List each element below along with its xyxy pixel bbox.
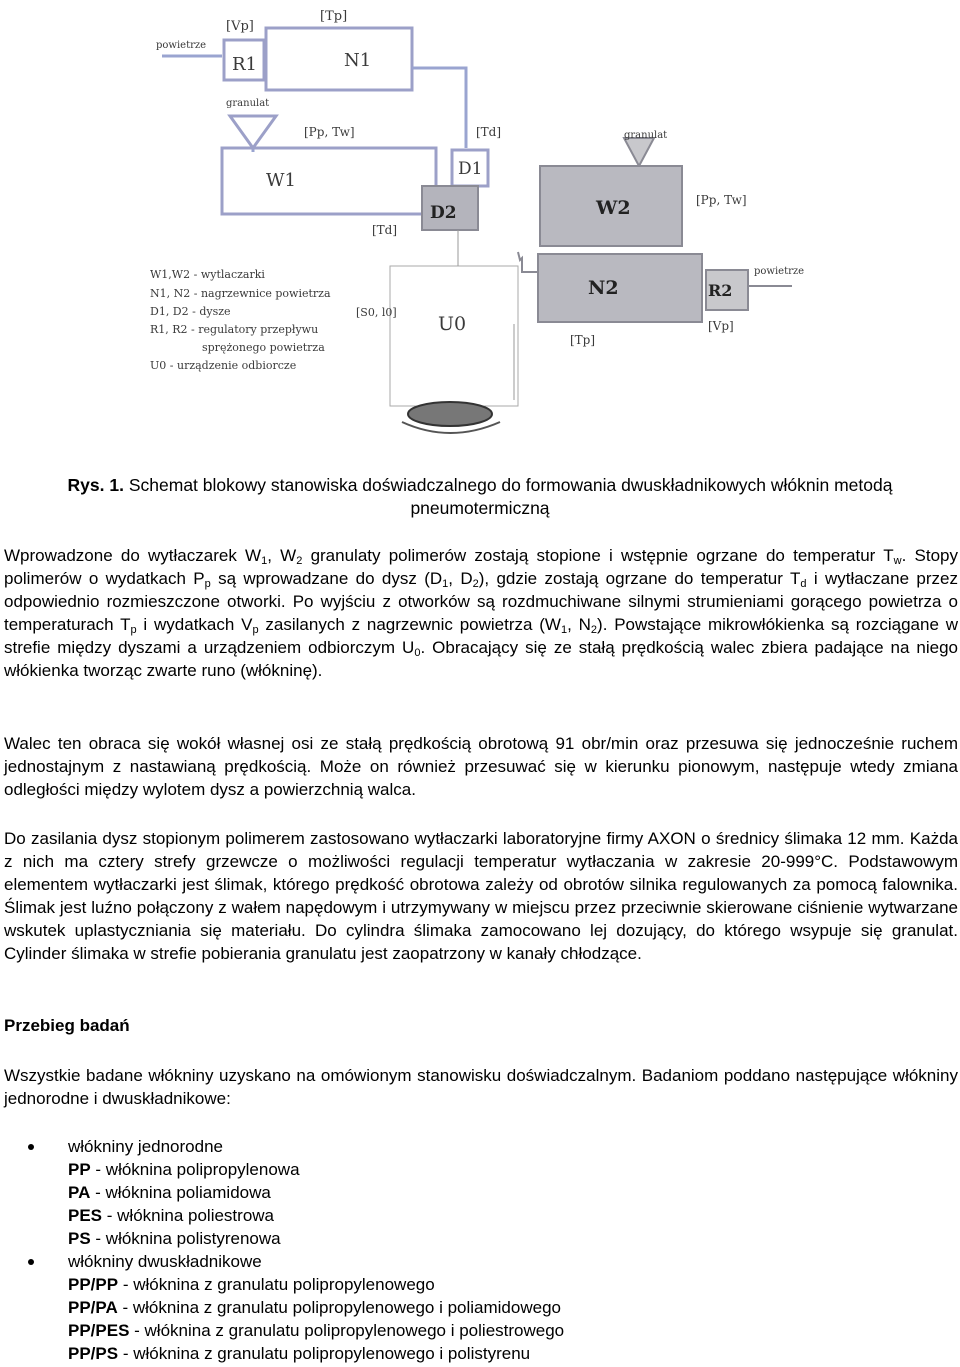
hopper-right — [624, 138, 654, 166]
fabric-code: PP — [68, 1160, 91, 1179]
fabric-code: PS — [68, 1229, 91, 1248]
list-item — [0, 1273, 900, 1296]
list-item — [0, 1158, 900, 1181]
text-run: . Stopy polimerów o wydatkach P — [4, 546, 958, 588]
subscript: w — [893, 555, 902, 567]
vp-bottom-label: [Vp] — [708, 319, 734, 333]
legend-line: R1, R2 - regulatory przepływu — [150, 323, 319, 336]
list-item — [0, 1296, 900, 1319]
list-item: włókniny dwuskładnikowe — [0, 1250, 900, 1273]
fabric-desc: - włóknina z granulatu polipropylenowego — [118, 1275, 435, 1294]
fabric-desc: - włóknina poliamidowa — [90, 1183, 271, 1202]
bullet-icon — [28, 1144, 34, 1150]
d2-label: D2 — [430, 203, 457, 223]
legend-line: D1, D2 - dysze — [150, 305, 231, 318]
paragraph-3: Do zasilania dysz stopionym polimerem zastosowano wytłaczarki laboratoryjne firmy AXON o średnicy ślimaka 12 mm. Każda z nich ma cztery strefy grzewcze o możliwości regulacji temperatur wytłaczania w zakresie 20-999°C. Podstawowym elementem wytłaczarki jest ślimak, którego prędkość obrotowa zależy od obrotów silnika regulowanych za pomocą falownika. Ślimak jest luźno połączony z wałem napędowym i utrzymywany w miejscu przez przeciwnie skierowane ciśnienie wytwarzane wskutek uplastyczniania się materiału. Do cylindra ślimaka zamocowano lej dozujący, do którego wsypuje się granulat. Cylinder ślimaka w strefie pobierania granulatu jest zaopatrzony w kanały chłodzące. — [4, 829, 958, 963]
r1-label: R1 — [232, 54, 258, 75]
td-mid-label: [Td] — [372, 223, 398, 237]
n1-box — [266, 28, 412, 90]
fabric-desc: - włóknina z granulatu polipropylenowego i poliamidowego — [117, 1298, 561, 1317]
subscript: 1 — [442, 578, 449, 590]
list-item — [0, 1319, 900, 1342]
fabric-desc: - włóknina polistyrenowa — [90, 1229, 281, 1248]
legend-line: N1, N2 - nagrzewnice powietrza — [150, 287, 331, 300]
legend-line: U0 - urządzenie odbiorcze — [150, 359, 297, 372]
n1-to-d1-line — [412, 68, 466, 148]
text-run: są wprowadzane do dysz (D — [210, 569, 443, 588]
text-run: , W — [267, 546, 297, 565]
paragraph-2: Walec ten obraca się wokół własnej osi ze stałą prędkością obrotową 91 obr/min oraz przesuwa się jednocześnie ruchem jednostajnym z nastawianą prędkością. Może on również przesuwać się w kierunku pionowym, następuje wtedy zmiana odległości między wylotem dysz a powierzchnią walca. — [4, 734, 958, 799]
paragraph-1 — [4, 544, 958, 682]
subscript: 2 — [472, 578, 479, 590]
text-run: Wprowadzone do wytłaczarek W — [4, 546, 262, 565]
paragraph-4: Wszystkie badane włókniny uzyskano na omówionym stanowisku doświadczalnym. Badaniom poddano następujące włókniny jednorodne i dwuskładnikowe: — [4, 1066, 958, 1108]
fabric-desc: - włóknina poliestrowa — [102, 1206, 274, 1225]
text-run: i wytłaczane przez odpowiednio rozmieszczone otworki. Po wyjściu z otworków są rozdmuchiwane silnymi strumieniami gorącego powietrza o temperaturach T — [4, 569, 958, 634]
text-run: ), gdzie zostają ogrzane do temperatur T — [478, 569, 801, 588]
n2-box — [538, 254, 702, 322]
w1-box — [222, 148, 436, 214]
subscript: p — [204, 578, 211, 590]
w1-label: W1 — [266, 170, 296, 191]
diagram-legend — [150, 268, 331, 372]
td-top-label: [Td] — [476, 125, 502, 139]
d1-label: D1 — [458, 159, 483, 179]
text-run: zasilanych z nagrzewnic powietrza (W — [258, 615, 561, 634]
list-item — [0, 1227, 900, 1250]
tp-top-label: [Tp] — [320, 9, 348, 24]
powietrze-right-label: powietrze — [754, 266, 805, 277]
subscript: 2 — [296, 555, 303, 567]
text-run: granulaty polimerów zostają stopione i wstępnie ogrzane do temperatur T — [302, 546, 894, 565]
tp-bottom-label: [Tp] — [570, 333, 596, 347]
subscript: 1 — [560, 624, 568, 636]
subscript: 0 — [414, 647, 421, 659]
fabric-desc: - włóknina polipropylenowa — [90, 1160, 300, 1179]
r2-label: R2 — [708, 281, 733, 300]
collector-drum — [408, 402, 492, 426]
fabric-code: PES — [68, 1206, 103, 1225]
subscript: 2 — [590, 624, 598, 636]
list-item — [0, 1204, 900, 1227]
caption-label: Rys. 1. — [67, 475, 124, 495]
fabric-code: PP/PA — [68, 1298, 118, 1317]
caption-text: Schemat blokowy stanowiska doświadczalnego do formowania dwuskładnikowych włóknin metodą pneumotermiczną — [128, 475, 893, 518]
experimental-setup-diagram — [140, 8, 820, 448]
fabric-list — [0, 1135, 900, 1365]
n2-to-d2-line — [518, 252, 538, 272]
fabric-code: PA — [68, 1183, 91, 1202]
text-run: ). Powstające mikrowłókienka są rozciągane w strefie między dyszami a urządzeniem odbiorczym U — [4, 615, 958, 657]
pp-tw-right-label: [Pp, Tw] — [696, 193, 747, 207]
fabric-desc: - włóknina z granulatu polipropylenowego i poliestrowego — [129, 1321, 565, 1340]
section-heading: Przebieg badań — [4, 1016, 130, 1035]
legend-line: W1,W2 - wytlaczarki — [150, 268, 265, 281]
fabric-desc: - włóknina z granulatu polipropylenowego i polistyrenu — [118, 1344, 531, 1363]
granulat-right-label: granulat — [624, 130, 668, 141]
text-run: i wydatkach V — [136, 615, 253, 634]
subscript: d — [800, 578, 807, 590]
list-item — [0, 1342, 900, 1365]
subscript: p — [252, 624, 259, 636]
bullet-icon — [28, 1259, 34, 1265]
u0-box — [390, 266, 518, 406]
list-item: włókniny jednorodne — [0, 1135, 900, 1158]
fabric-code: PP/PP — [68, 1275, 119, 1294]
list-item — [0, 1181, 900, 1204]
s0-l0-label: [S0, l0] — [356, 306, 397, 319]
w2-label: W2 — [596, 197, 631, 219]
granulat-left-label: granulat — [226, 98, 270, 109]
hopper-left — [230, 116, 276, 148]
legend-line: sprężonego powietrza — [202, 341, 325, 354]
figure-caption — [6, 474, 954, 520]
subscript: p — [130, 624, 137, 636]
fabric-code: PP/PS — [68, 1344, 119, 1363]
n2-label: N2 — [588, 277, 619, 299]
pp-tw-left-label: [Pp, Tw] — [304, 125, 355, 139]
text-run: , N — [567, 615, 591, 634]
vp-top-label: [Vp] — [226, 19, 254, 34]
fabric-code: PP/PES — [68, 1321, 130, 1340]
subscript: 1 — [261, 555, 268, 567]
n1-label: N1 — [344, 50, 372, 71]
text-run: . Obracający się ze stałą prędkością walec zbiera padające na niego włókienka tworząc zwarte runo (włókninę). — [4, 638, 958, 680]
u0-label: U0 — [438, 313, 467, 335]
text-run: , D — [448, 569, 473, 588]
powietrze-left-label: powietrze — [156, 40, 207, 51]
